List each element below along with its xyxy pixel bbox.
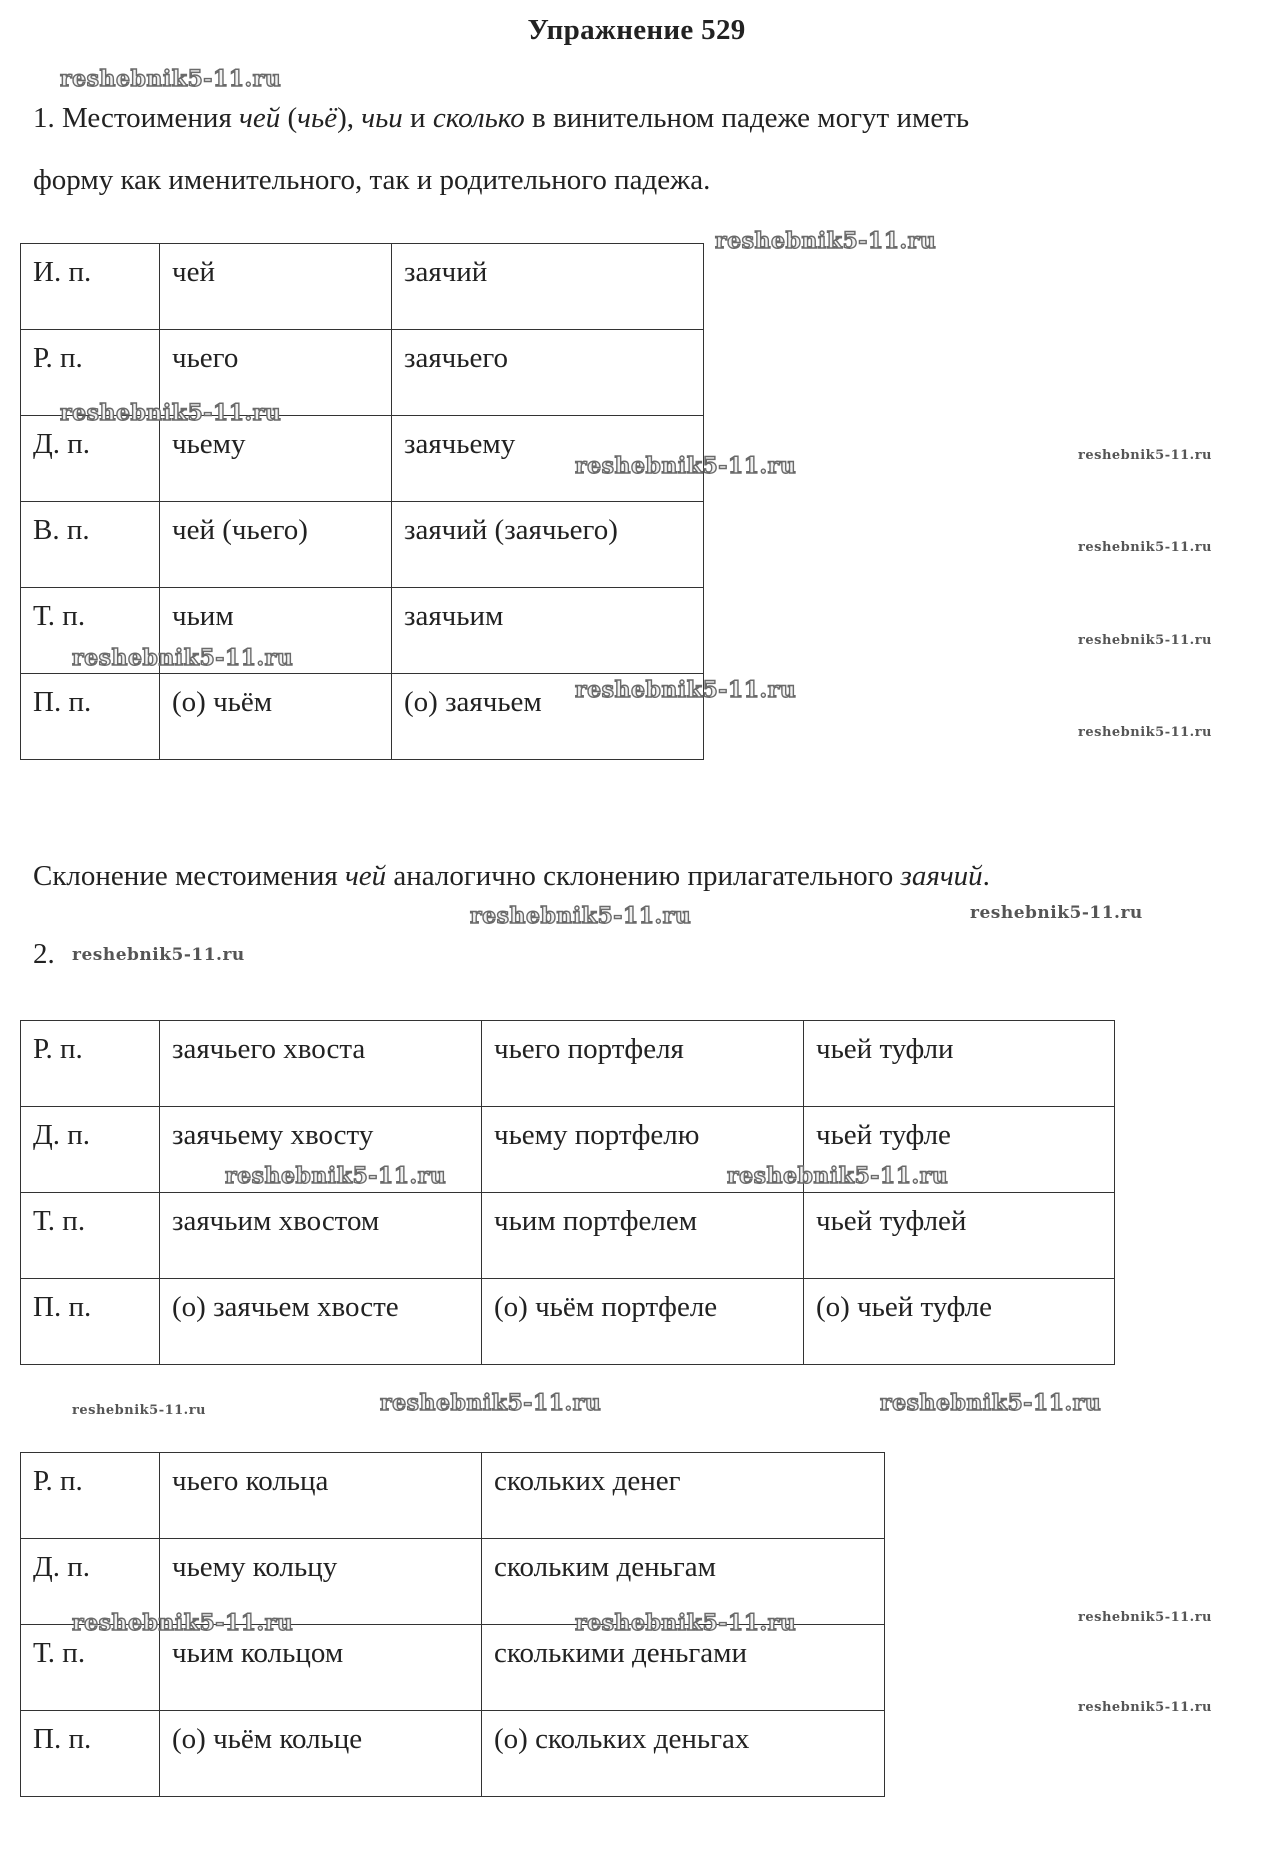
watermark: reshebnik5-11.ru xyxy=(575,453,797,479)
watermark: reshebnik5-11.ru xyxy=(715,228,937,254)
table-cell: (о) чьём кольце xyxy=(160,1711,482,1797)
watermark: reshebnik5-11.ru xyxy=(72,1610,294,1636)
table-cell: чьей туфлей xyxy=(804,1193,1115,1279)
watermark: reshebnik5-11.ru xyxy=(1078,1700,1213,1715)
table-cell: чьим xyxy=(160,588,392,674)
table-cell: скольких денег xyxy=(482,1453,885,1539)
case-label-cell: В. п. xyxy=(21,502,160,588)
table-row xyxy=(21,674,704,760)
table-cell: заячьему хвосту xyxy=(160,1107,482,1193)
declension-table-2 xyxy=(20,1020,1115,1365)
table-cell: чьим кольцом xyxy=(160,1625,482,1711)
paragraph-1-line-1 xyxy=(33,100,969,136)
case-label-cell: Т. п. xyxy=(21,1193,160,1279)
watermark: reshebnik5-11.ru xyxy=(1078,725,1213,740)
italic-word: заячий xyxy=(900,860,983,892)
table-cell: (о) заячьем хвосте xyxy=(160,1279,482,1365)
declension-table-3 xyxy=(20,1452,885,1797)
table-cell: чьему xyxy=(160,416,392,502)
table-cell: чьего кольца xyxy=(160,1453,482,1539)
italic-word: сколько xyxy=(432,102,525,134)
table-row xyxy=(21,330,704,416)
text-segment: в винительном падеже могут иметь xyxy=(524,102,970,134)
table-cell: заячий (заячьего) xyxy=(392,502,704,588)
watermark: reshebnik5-11.ru xyxy=(727,1163,949,1189)
case-label-cell: Р. п. xyxy=(21,330,160,416)
table-row xyxy=(21,1193,1115,1279)
watermark: reshebnik5-11.ru xyxy=(60,400,282,426)
table-cell: заячьего xyxy=(392,330,704,416)
case-label-cell: П. п. xyxy=(21,1711,160,1797)
watermark: reshebnik5-11.ru xyxy=(575,1610,797,1636)
case-label-cell: П. п. xyxy=(21,1279,160,1365)
watermark: reshebnik5-11.ru xyxy=(1078,448,1213,463)
table-row xyxy=(21,1021,1115,1107)
text-segment: 1. Местоимения xyxy=(33,102,240,134)
table-cell: чьей туфле xyxy=(804,1107,1115,1193)
case-label-cell: Д. п. xyxy=(21,1539,160,1625)
watermark: reshebnik5-11.ru xyxy=(1078,633,1213,648)
table-cell: (о) заячьем xyxy=(392,674,704,760)
table-1-body xyxy=(21,244,704,760)
table-cell: (о) скольких деньгах xyxy=(482,1711,885,1797)
table-row xyxy=(21,244,704,330)
table-row xyxy=(21,1625,885,1711)
table-3-body xyxy=(21,1453,885,1797)
table-cell: заячьему xyxy=(392,416,704,502)
italic-word: чьё xyxy=(297,102,338,134)
paragraph-1-line-2: форму как именительного, так и родительного падежа. xyxy=(33,164,711,196)
table-row xyxy=(21,588,704,674)
table-cell: чьего xyxy=(160,330,392,416)
watermark: reshebnik5-11.ru xyxy=(970,903,1143,923)
watermark: reshebnik5-11.ru xyxy=(72,945,245,965)
text-segment: и xyxy=(402,102,433,134)
watermark: reshebnik5-11.ru xyxy=(1078,1610,1213,1625)
case-label-cell: Т. п. xyxy=(21,1625,160,1711)
text-segment: ( xyxy=(280,102,298,134)
table-cell: чей xyxy=(160,244,392,330)
declension-note xyxy=(33,858,990,894)
table-cell: чей (чьего) xyxy=(160,502,392,588)
table-cell: чьему кольцу xyxy=(160,1539,482,1625)
watermark: reshebnik5-11.ru xyxy=(575,677,797,703)
italic-word: чей xyxy=(344,860,387,892)
text-segment: ), xyxy=(337,102,362,134)
table-cell: чьим портфелем xyxy=(482,1193,804,1279)
italic-word: чьи xyxy=(361,102,403,134)
table-row xyxy=(21,1107,1115,1193)
watermark: reshebnik5-11.ru xyxy=(380,1390,602,1416)
watermark: reshebnik5-11.ru xyxy=(225,1163,447,1189)
case-label-cell: И. п. xyxy=(21,244,160,330)
table-row xyxy=(21,1711,885,1797)
table-cell: сколькими деньгами xyxy=(482,1625,885,1711)
case-label-cell: Р. п. xyxy=(21,1021,160,1107)
table-row xyxy=(21,1539,885,1625)
part-2-label: 2. xyxy=(33,938,55,970)
text-segment: . xyxy=(982,860,990,892)
case-label-cell: П. п. xyxy=(21,674,160,760)
case-label-cell: Т. п. xyxy=(21,588,160,674)
table-row xyxy=(21,1453,885,1539)
case-label-cell: Д. п. xyxy=(21,1107,160,1193)
table-row xyxy=(21,502,704,588)
table-cell: скольким деньгам xyxy=(482,1539,885,1625)
table-cell: заячьим хвостом xyxy=(160,1193,482,1279)
page-title: Упражнение 529 xyxy=(527,14,746,46)
watermark: reshebnik5-11.ru xyxy=(470,903,692,929)
watermark: reshebnik5-11.ru xyxy=(72,1403,207,1418)
italic-word: чей xyxy=(239,102,281,134)
table-cell: заячьим xyxy=(392,588,704,674)
case-label-cell: Д. п. xyxy=(21,416,160,502)
table-row xyxy=(21,416,704,502)
table-cell: чьей туфли xyxy=(804,1021,1115,1107)
watermark: reshebnik5-11.ru xyxy=(880,1390,1102,1416)
table-cell: заячий xyxy=(392,244,704,330)
table-cell: чьему портфелю xyxy=(482,1107,804,1193)
table-cell: заячьего хвоста xyxy=(160,1021,482,1107)
watermark: reshebnik5-11.ru xyxy=(1078,540,1213,555)
table-cell: (о) чьём портфеле xyxy=(482,1279,804,1365)
table-row xyxy=(21,1279,1115,1365)
watermark: reshebnik5-11.ru xyxy=(60,66,282,92)
text-segment: аналогично склонению прилагательного xyxy=(386,860,901,892)
table-cell: чьего портфеля xyxy=(482,1021,804,1107)
table-2-body xyxy=(21,1021,1115,1365)
case-label-cell: Р. п. xyxy=(21,1453,160,1539)
declension-table-1 xyxy=(20,243,704,760)
text-segment: Склонение местоимения xyxy=(33,860,345,892)
watermark: reshebnik5-11.ru xyxy=(72,645,294,671)
table-cell: (о) чьей туфле xyxy=(804,1279,1115,1365)
table-cell: (о) чьём xyxy=(160,674,392,760)
